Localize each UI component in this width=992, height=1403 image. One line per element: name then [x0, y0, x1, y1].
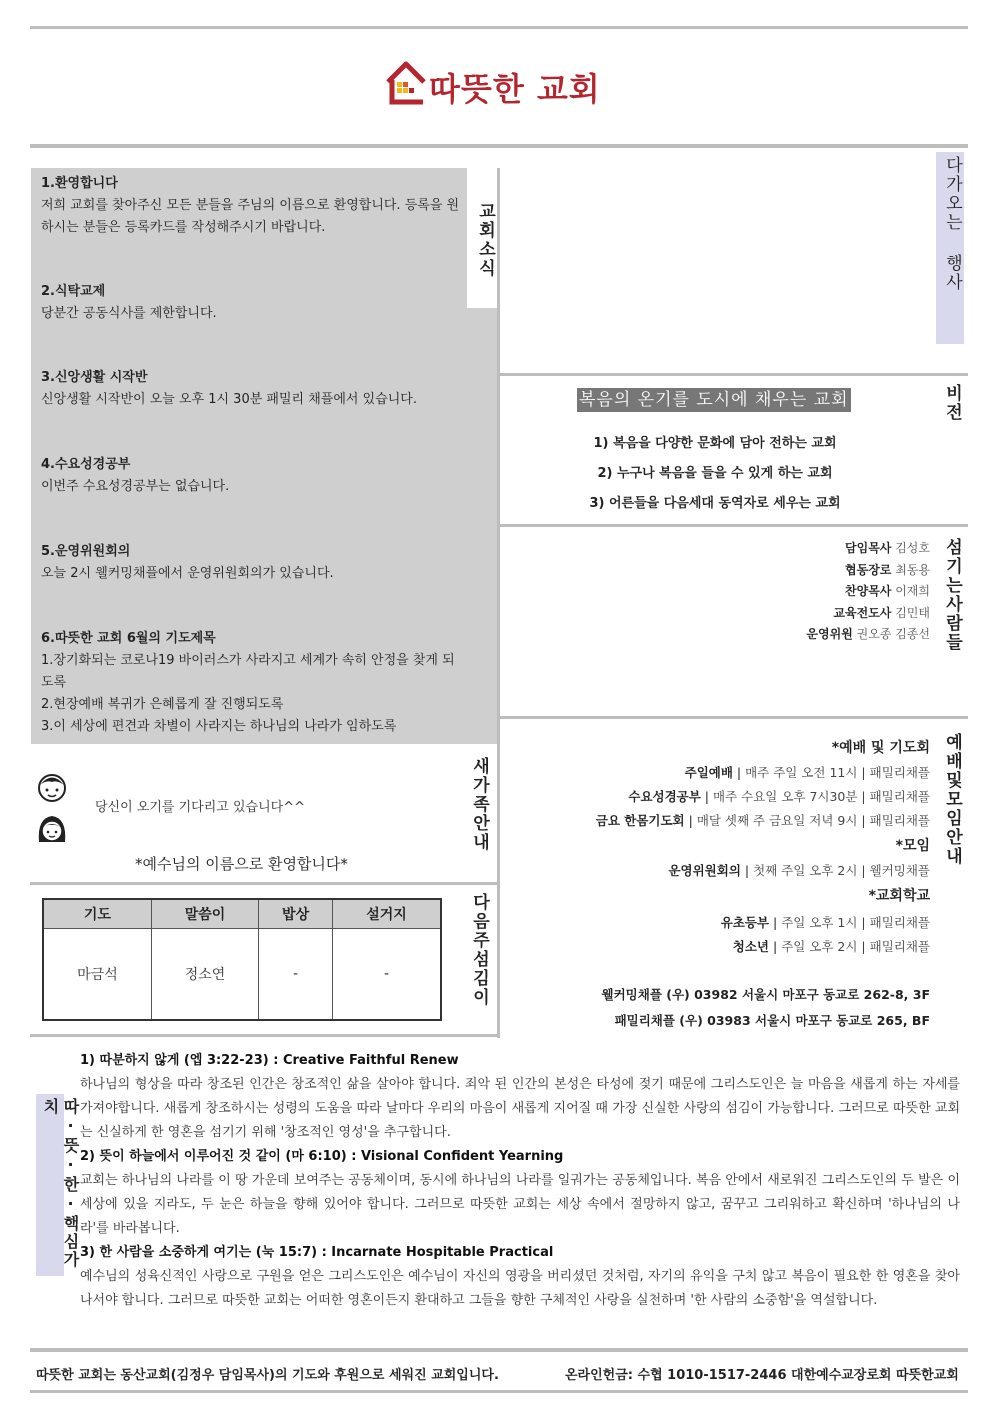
table-header: 설거지 [333, 899, 441, 929]
girl-icon [36, 812, 68, 848]
prayer-line: 1.장기화되는 코로나19 바이러스가 사라지고 세계가 속히 안정을 찾게 되도록 [41, 653, 455, 690]
worship-row: 수요성경공부 | 매주 수요일 오후 7시30분 | 패밀리채플 [628, 789, 930, 804]
table-header: 밥상 [259, 899, 333, 929]
vision-tab-label: 비전 [942, 384, 962, 422]
divider [500, 716, 968, 719]
vision-item: 2) 누구나 복음을 들을 수 있게 하는 교회 [597, 466, 833, 481]
table-header-row [43, 899, 441, 929]
worship-row: 유초등부 | 주일 오후 1시 | 패밀리채플 [720, 915, 930, 930]
vision-item: 3) 어른들을 다음세대 동역자로 세우는 교회 [589, 496, 841, 511]
news-panel [31, 168, 497, 744]
divider [30, 1034, 500, 1037]
news-title: 1.환영합니다 [41, 176, 118, 191]
bottom-rule [30, 1390, 968, 1393]
staff-role: 담임목사 [845, 541, 892, 555]
core-value [80, 1241, 960, 1313]
table-header: 말씀이 [151, 899, 258, 929]
staff-row [806, 560, 930, 582]
divider [500, 373, 968, 376]
core-value [80, 1049, 960, 1145]
new-family-welcome: *예수님의 이름으로 환영합니다* [135, 855, 348, 873]
staff-tab-label: 섬기는사람들 [942, 538, 962, 652]
new-family-tab-label: 새가족안내 [469, 757, 489, 852]
news-tab-label: 교회소식 [475, 202, 495, 278]
news-item [41, 367, 461, 411]
news-body: 당분간 공동식사를 제한합니다. [41, 306, 217, 321]
core-value-body: 하나님의 형상을 따라 창조된 인간은 창조적인 삶을 살아야 합니다. 죄악 된 인간의 본성은 타성에 젖기 때문에 그리스도인은 늘 마음을 새롭게 하는 자세를 가져야합니다. 새롭게 창조하시는 성령의 도움을 따라 날마다 우리의 마음이 새롭게 지어질 때 가장 신실한 사랑의 섬김이 가능합니다. 그러므로 따뜻한 교회는 신실하게 한 영혼을 섬기기 위해 '창조적인 영성'을 추구합니다. [80, 1077, 960, 1140]
divider [497, 168, 500, 1038]
table-cell: 정소연 [151, 929, 258, 1021]
divider [30, 882, 498, 885]
core-values-tab-label: 따·뜻·한·핵심가치 [41, 1098, 80, 1269]
staff-name: 이재희 [895, 584, 930, 598]
vision-title: 복음의 온기를 도시에 채우는 교회 [579, 390, 849, 410]
news-body: 저희 교회를 찾아주신 모든 분들을 주님의 이름으로 환영합니다. 등록을 원하시는 분들은 등록카드를 작성해주시기 바랍니다. [41, 198, 460, 235]
church-name: 따뜻한 교회 [429, 70, 601, 108]
worship-heading: *교회학교 [868, 888, 930, 904]
worship-row: 금요 한몸기도회 | 매달 셋째 주 금요일 저녁 9시 | 패밀리채플 [595, 813, 930, 828]
staff-list [806, 538, 930, 646]
vision-item: 1) 복음을 다양한 문화에 담아 전하는 교회 [593, 436, 837, 451]
header-rule [30, 144, 968, 148]
staff-row [806, 624, 930, 646]
table-row [43, 929, 441, 1021]
top-rule [30, 26, 968, 29]
staff-name: 권오종 김종선 [856, 627, 930, 641]
worship-heading: *모임 [895, 838, 930, 854]
worship-heading: *예배 및 기도회 [831, 740, 930, 756]
news-item [41, 454, 461, 498]
staff-role: 찬양목사 [845, 584, 892, 598]
core-value-body: 예수님의 성육신적인 사랑으로 구원을 얻은 그리스도인은 예수님이 자신의 영광을 버리셨던 것처럼, 자기의 유익을 구치 않고 복음이 필요한 한 영혼을 찾아 나서야 합니다. 그러므로 따뜻한 교회는 어떠한 영혼이든지 환대하고 그들을 향한 구체적인 사랑을 실천하며 '한 사람의 소중함'을 역설합니다. [80, 1269, 960, 1308]
staff-role: 교육전도사 [833, 605, 892, 620]
core-value-heading: 3) 한 사람을 소중하게 여기는 (눅 15:7) : Incarnate Hospitable Practical [80, 1245, 554, 1260]
core-value-heading: 2) 뜻이 하늘에서 이루어진 것 같이 (마 6:10) : Visional Confident Yearning [80, 1149, 564, 1164]
news-title: 6.따뜻한 교회 6월의 기도제목 [41, 631, 216, 646]
news-title: 4.수요성경공부 [41, 457, 131, 472]
church-logo [385, 58, 610, 116]
news-item [41, 628, 461, 738]
prayer-line: 2.현장예배 복귀가 은혜롭게 잘 진행되도록 [41, 697, 284, 712]
next-week-tab-label: 다음주섬김이 [469, 893, 489, 1007]
table-cell: - [259, 929, 333, 1021]
prayer-line: 3.이 세상에 편견과 차별이 사라지는 하나님의 나라가 임하도록 [41, 719, 397, 734]
footer-rule [30, 1348, 968, 1352]
boy-icon [37, 772, 67, 804]
news-item [41, 281, 461, 325]
worship-tab-label: 예배및모임안내 [942, 733, 962, 866]
news-item [41, 541, 461, 585]
address-line: 웰커밍채플 (우) 03982 서울시 마포구 동교로 262-8, 3F [601, 987, 930, 1002]
worship-row: 운영위원회의 | 첫째 주일 오후 2시 | 웰커밍채플 [668, 863, 930, 878]
core-value-body: 교회는 하나님의 나라를 이 땅 가운데 보여주는 공동체이며, 동시에 하나님의 나라를 일궈가는 공동체입니다. 복음 안에서 새로워진 그리스도인의 두 발은 이 세상에 있을 지라도, 두 눈은 하늘을 향해 있어야 합니다. 그러므로 따뜻한 교회는 세상 속에서 절망하지 않고, 꿈꾸고 그리워하고 확신하며 '하나님의 나라'를 바라봅니다. [80, 1173, 960, 1236]
core-value-heading: 1) 따분하지 않게 (엡 3:22-23) : Creative Faithful Renew [80, 1053, 459, 1068]
staff-row [806, 603, 930, 625]
worship-row: 청소년 | 주일 오후 2시 | 패밀리채플 [732, 939, 930, 954]
table-header: 기도 [43, 899, 151, 929]
staff-row [806, 538, 930, 560]
table-cell: 마금석 [43, 929, 151, 1021]
news-item [41, 173, 461, 239]
events-tab [936, 152, 964, 344]
news-title: 5.운영위원회의 [41, 544, 131, 559]
news-body: 오늘 2시 웰커밍채플에서 운영위원회의가 있습니다. [41, 566, 334, 581]
staff-name: 김민태 [895, 605, 930, 620]
footer-offering: 온라인헌금: 수협 1010-1517-2446 대한예수교장로회 따뜻한교회 [565, 1368, 959, 1383]
divider [500, 524, 968, 527]
news-body: 신앙생활 시작반이 오늘 오후 1시 30분 패밀리 채플에서 있습니다. [41, 392, 417, 407]
staff-row [806, 581, 930, 603]
worship-row: 주일예배 | 매주 주일 오전 11시 | 패밀리채플 [684, 765, 930, 780]
new-family-message: 당신이 오기를 기다리고 있습니다^^ [95, 800, 305, 815]
core-values-tab [36, 1094, 80, 1276]
news-body: 이번주 수요성경공부는 없습니다. [41, 479, 230, 494]
staff-name: 최동용 [895, 562, 930, 577]
news-title: 2.식탁교제 [41, 284, 106, 299]
staff-name: 김성호 [895, 541, 930, 555]
address-line: 패밀리채플 (우) 03983 서울시 마포구 동교로 265, BF [614, 1013, 930, 1028]
house-icon [385, 60, 429, 106]
news-title: 3.신앙생활 시작반 [41, 370, 148, 385]
footer-sponsor: 따뜻한 교회는 동산교회(김정우 담임목사)의 기도와 후원으로 세워진 교회입니다. [36, 1368, 499, 1383]
events-tab-label: 다가오는 행사 [942, 156, 962, 292]
news-tab [467, 168, 497, 308]
core-value [80, 1145, 960, 1241]
staff-role: 운영위원 [806, 627, 853, 641]
table-cell: - [333, 929, 441, 1021]
staff-role: 협동장로 [845, 562, 892, 577]
servers-table [42, 898, 442, 1021]
